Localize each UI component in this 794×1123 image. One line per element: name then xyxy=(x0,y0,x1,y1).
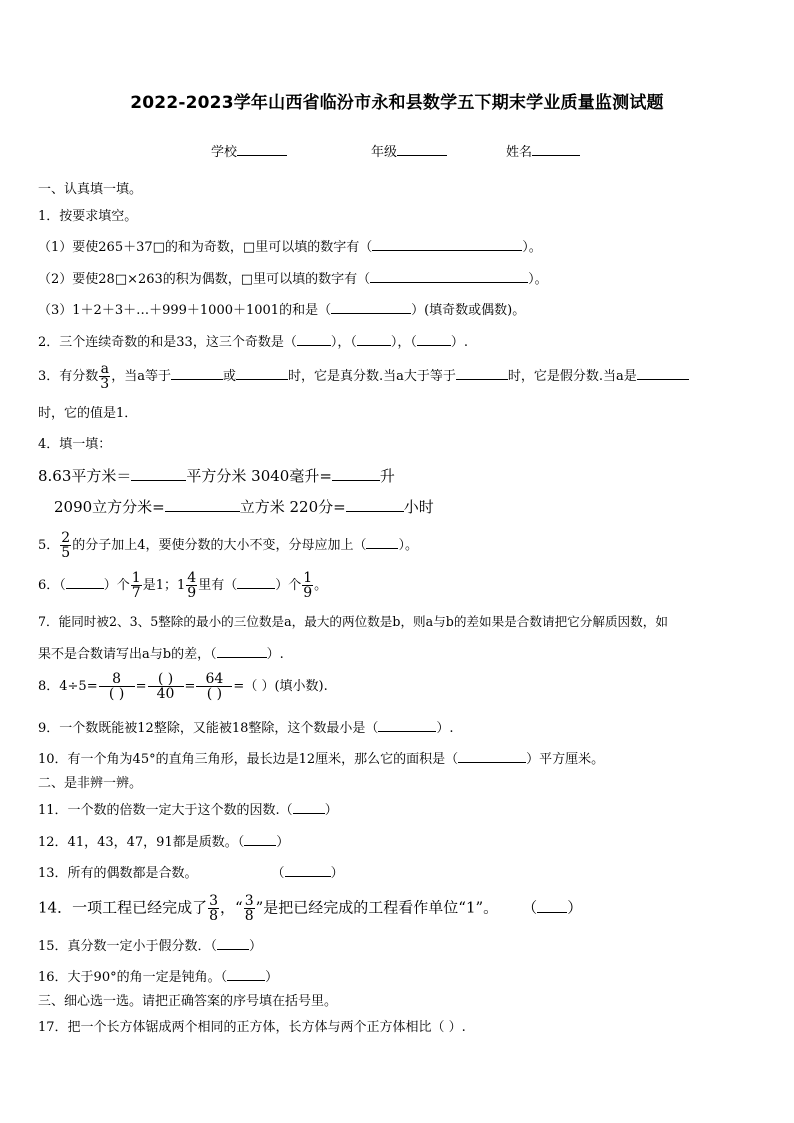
answer-blank[interactable] xyxy=(237,576,275,589)
name-field xyxy=(506,141,580,160)
question-15: 15．真分数一定小于假分数．（ ） xyxy=(38,939,263,954)
grade-blank[interactable] xyxy=(397,142,447,156)
answer-blank[interactable] xyxy=(372,238,522,251)
answer-blank[interactable] xyxy=(171,367,223,380)
question-11: 11．一个数的倍数一定大于这个数的因数.（ ） xyxy=(38,803,338,818)
answer-blank[interactable] xyxy=(366,536,398,549)
name-blank[interactable] xyxy=(532,142,580,156)
answer-blank[interactable] xyxy=(458,750,526,763)
answer-blank[interactable] xyxy=(637,367,689,380)
answer-blank[interactable] xyxy=(236,367,288,380)
question-3-continued: 时，它的值是1． xyxy=(38,406,138,421)
answer-blank[interactable] xyxy=(285,864,331,877)
section-heading: 三、细心选一选。请把正确答案的序号填在括号里。 xyxy=(38,994,338,1009)
fraction: $\frac{3}{8}$ xyxy=(209,893,219,924)
question-1-heading: 1．按要求填空。 xyxy=(38,209,138,224)
question-4-row-1: 8.63平方米＝ 平方分米 3040毫升= 升 xyxy=(38,467,395,485)
question-7: 7．能同时被2、3、5整除的最小的三位数是a，最大的两位数是b，则a与b的差如果是合数请把它分解质因数，如 xyxy=(38,614,668,629)
fraction: $\frac{1}{9}$ xyxy=(303,570,313,601)
answer-blank[interactable] xyxy=(217,645,267,658)
answer-blank[interactable] xyxy=(244,833,276,846)
name-label: 姓名 xyxy=(506,145,533,160)
school-field xyxy=(211,141,287,160)
answer-blank[interactable] xyxy=(357,333,391,346)
question-8: 8．4÷5= $\frac{8}{( )}$ = $\frac{( )}{40}$ = $\frac{64}{( )}$ =（ ）(填小数). xyxy=(38,671,328,702)
fraction: $\frac{( )}{40}$ xyxy=(148,672,184,701)
question-10: 10．有一个角为45°的直角三角形，最长边是12厘米，那么它的面积是（ ）平方厘米。 xyxy=(38,752,605,767)
school-blank[interactable] xyxy=(237,142,287,156)
fraction: $\frac{4}{9}$ xyxy=(187,570,197,601)
fraction: $\frac{1}{7}$ xyxy=(131,570,141,601)
question-3: 3．有分数 $\frac{a}{3}$ ，当a等于 或 时，它是真分数.当a大于等于 时，它是假分数.当a是 xyxy=(38,362,689,391)
question-1-part-2: （2）要使28□×263的积为偶数，□里可以填的数字有（ ）。 xyxy=(38,272,548,287)
answer-blank[interactable] xyxy=(293,801,325,814)
question-9: 9．一个数既能被12整除，又能被18整除，这个数最小是（ ）. xyxy=(38,721,454,736)
question-1-part-1: （1）要使265＋37□的和为奇数，□里可以填的数字有（ ）。 xyxy=(38,240,542,255)
question-13: 13．所有的偶数都是合数。 （ ） xyxy=(38,866,344,881)
question-5: 5． $\frac{2}{5}$ 的分子加上4，要使分数的大小不变，分母应加上（ ）。 xyxy=(38,530,418,561)
answer-blank[interactable] xyxy=(370,270,528,283)
answer-blank[interactable] xyxy=(66,576,104,589)
question-12: 12．41，43，47，91都是质数。（ ） xyxy=(38,835,290,850)
fraction: $\frac{3}{8}$ xyxy=(244,893,254,924)
question-4-row-2: 2090立方分米= 立方米 220分= 小时 xyxy=(54,498,434,516)
answer-blank[interactable] xyxy=(332,468,380,481)
answer-blank[interactable] xyxy=(165,499,240,512)
answer-blank[interactable] xyxy=(456,367,508,380)
answer-blank[interactable] xyxy=(217,937,249,950)
fraction: $\frac{64}{( )}$ xyxy=(196,672,232,701)
grade-field xyxy=(371,141,447,160)
section-heading: 一、认真填一填。 xyxy=(38,182,143,197)
question-1-part-3: （3）1＋2＋3＋…＋999＋1000＋1001的和是（ ）(填奇数或偶数)。 xyxy=(38,303,526,318)
page-title: 2022-2023学年山西省临汾市永和县数学五下期末学业质量监测试题 xyxy=(130,93,664,113)
answer-blank[interactable] xyxy=(537,900,567,913)
answer-blank[interactable] xyxy=(331,301,411,314)
fraction: $\frac{a}{3}$ xyxy=(100,361,110,392)
grade-label: 年级 xyxy=(371,145,398,160)
question-17: 17．把一个长方体锯成两个相同的正方体，长方体与两个正方体相比（ ）. xyxy=(38,1020,466,1035)
school-label: 学校 xyxy=(211,145,238,160)
question-7-continued: 果不是合数请写出a与b的差，（ ）. xyxy=(38,647,284,662)
question-4-heading: 4．填一填： xyxy=(38,437,112,452)
question-16: 16．大于90°的角一定是钝角。（ ） xyxy=(38,970,279,985)
answer-blank[interactable] xyxy=(378,719,436,732)
fraction: $\frac{8}{( )}$ xyxy=(99,672,135,701)
question-2: 2．三个连续奇数的和是33，这三个奇数是（ ），（ ），（ ）. xyxy=(38,335,468,350)
answer-blank[interactable] xyxy=(227,968,265,981)
question-6: 6．（ ）个 $\frac{1}{7}$ 是1；1 $\frac{4}{9}$ 里有（ ）个 $\frac{1}{9}$ 。 xyxy=(38,570,328,601)
answer-blank[interactable] xyxy=(417,333,451,346)
answer-blank[interactable] xyxy=(297,333,331,346)
fraction: $\frac{2}{5}$ xyxy=(61,530,71,561)
answer-blank[interactable] xyxy=(346,499,404,512)
section-heading: 二、是非辨一辨。 xyxy=(38,776,143,791)
answer-blank[interactable] xyxy=(131,468,186,481)
question-14: 14．一项工程已经完成了 $\frac{3}{8}$ ，“ $\frac{3}{8}$ ”是把已经完成的工程看作单位“1”。 （ ） xyxy=(38,893,583,924)
